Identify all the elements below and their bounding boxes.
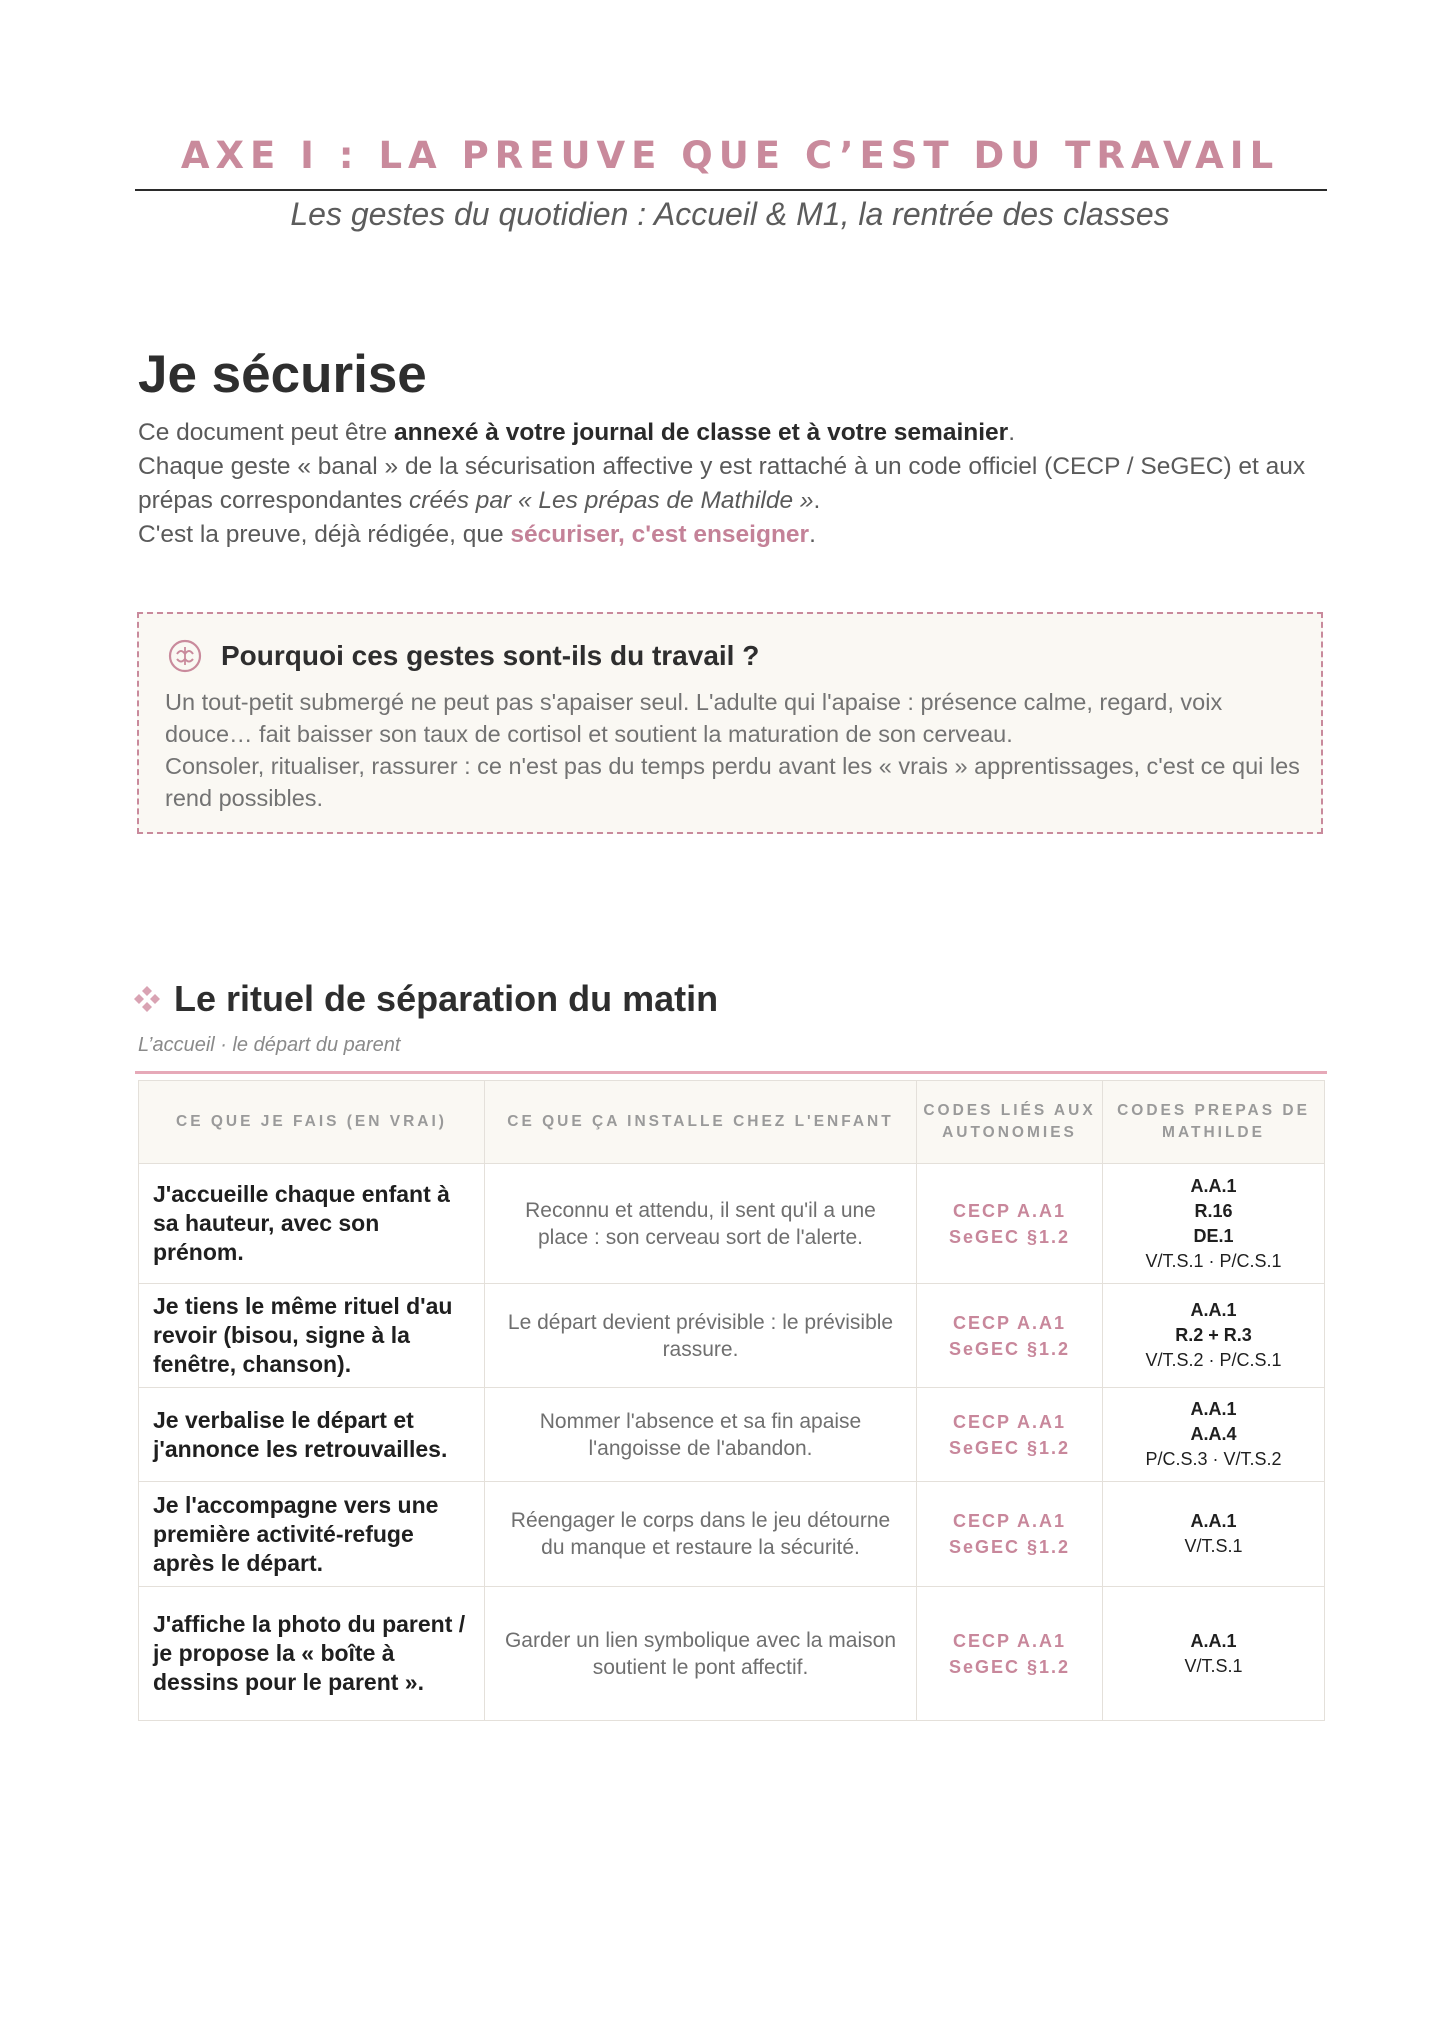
code-cecp: CECP A.A1 (952, 1312, 1067, 1333)
code-segec: SeGEC §1.2 (948, 1437, 1071, 1458)
table-row (139, 1482, 1325, 1587)
action-cell: Je tiens le même rituel d'au revoir (bisou, signe à la fenêtre, chanson). (139, 1284, 485, 1388)
prepas-code: V/T.S.1 (1184, 1536, 1243, 1556)
table-row (139, 1284, 1325, 1388)
action-cell: Je l'accompagne vers une première activité-refuge après le départ. (139, 1482, 485, 1587)
section-header (132, 978, 718, 1020)
code-segec: SeGEC §1.2 (948, 1537, 1071, 1557)
effect-cell: Reconnu et attendu, il sent qu'il a une place : son cerveau sort de l'alerte. (485, 1164, 917, 1284)
autonomy-codes-cell (917, 1164, 1103, 1284)
action-cell: Je verbalise le départ et j'annonce les retrouvailles. (139, 1388, 485, 1482)
prepas-codes-cell (1103, 1284, 1325, 1388)
header-subtitle: Les gestes du quotidien : Accueil & M1, la rentrée des classes (290, 196, 1170, 232)
intro-paragraph-2 (138, 450, 1338, 518)
effect-cell: Le départ devient prévisible : le prévisible rassure. (485, 1284, 917, 1388)
intro-p3-text: C'est la preuve, déjà rédigée, que (138, 521, 511, 548)
autonomy-codes-cell (917, 1587, 1103, 1721)
callout-line-2: Consoler, ritualiser, rassurer : ce n'est pas du temps perdu avant les « vrais » apprentissages, c'est ce qui les rend possibles. (165, 753, 1300, 811)
intro-paragraph-3 (138, 518, 1338, 552)
autonomy-codes-cell (917, 1482, 1103, 1587)
prepas-code: A.A.1 (1190, 1175, 1237, 1196)
autonomy-codes-cell (917, 1388, 1103, 1482)
code-segec: SeGEC §1.2 (948, 1656, 1071, 1677)
code-segec: SeGEC §1.2 (948, 1226, 1071, 1247)
prepas-code: V/T.S.1 (1184, 1655, 1243, 1676)
intro-p3-end: . (809, 521, 816, 548)
intro-p2-text: Chaque geste « banal » de la sécurisation affective y est rattaché à un code officiel (CECP / SeGEC) et aux prépas correspondantes (138, 453, 1306, 514)
page-title: Je sécurise (138, 345, 427, 404)
table-row (139, 1587, 1325, 1721)
section-title: Le rituel de séparation du matin (174, 978, 719, 1019)
action-cell: J'accueille chaque enfant à sa hauteur, avec son prénom. (139, 1164, 485, 1284)
section-divider (135, 1071, 1327, 1074)
prepas-codes-cell (1103, 1482, 1325, 1587)
prepas-code: R.2 + R.3 (1175, 1325, 1252, 1345)
section-subtitle: L’accueil · le départ du parent (138, 1034, 401, 1056)
callout-header (167, 638, 759, 674)
code-cecp: CECP A.A1 (952, 1200, 1067, 1221)
prepas-code: A.A.1 (1190, 1630, 1237, 1651)
intro-paragraph-1 (138, 416, 1338, 450)
prepas-code: R.16 (1194, 1200, 1233, 1221)
code-cecp: CECP A.A1 (952, 1511, 1067, 1531)
effect-cell: Nommer l'absence et sa fin apaise l'angoisse de l'abandon. (485, 1388, 917, 1482)
code-cecp: CECP A.A1 (952, 1411, 1067, 1432)
intro-text (138, 416, 1338, 552)
prepas-codes-cell (1103, 1388, 1325, 1482)
prepas-code: V/T.S.2 · P/C.S.1 (1145, 1350, 1282, 1370)
prepas-code: A.A.4 (1190, 1424, 1237, 1444)
table-header-row (139, 1081, 1325, 1164)
brain-icon (167, 638, 203, 674)
code-segec: SeGEC §1.2 (948, 1338, 1071, 1359)
prepas-code: V/T.S.1 · P/C.S.1 (1145, 1250, 1282, 1271)
prepas-codes-cell (1103, 1164, 1325, 1284)
callout-title: Pourquoi ces gestes sont-ils du travail ? (221, 640, 760, 671)
header-actions: CE QUE JE FAIS (EN VRAI) (139, 1081, 485, 1164)
code-cecp: CECP A.A1 (952, 1630, 1067, 1651)
callout-body (165, 686, 1305, 814)
header-autonomy-codes: CODES LIÉS AUX AUTONOMIES (917, 1081, 1103, 1164)
prepas-code: P/C.S.3 · V/T.S.2 (1145, 1449, 1282, 1469)
effect-cell: Réengager le corps dans le jeu détourne du manque et restaure la sécurité. (485, 1482, 917, 1587)
prepas-code: A.A.1 (1190, 1511, 1237, 1531)
effect-cell: Garder un lien symbolique avec la maison soutient le pont affectif. (485, 1587, 917, 1721)
header-prepas-codes: CODES PREPAS DE MATHILDE (1103, 1081, 1325, 1164)
callout-box (137, 612, 1323, 834)
prepas-codes-cell (1103, 1587, 1325, 1721)
table-row (139, 1388, 1325, 1482)
table-row (139, 1164, 1325, 1284)
autonomy-codes-cell (917, 1284, 1103, 1388)
gestures-table (138, 1080, 1325, 1721)
intro-p3-highlight: sécuriser, c'est enseigner (510, 521, 810, 548)
axe-title: AXE I : LA PREUVE QUE C’EST DU TRAVAIL (180, 134, 1280, 177)
action-cell: J'affiche la photo du parent / je propose la « boîte à dessins pour le parent ». (139, 1587, 485, 1721)
callout-line-1: Un tout-petit submergé ne peut pas s'apaiser seul. L'adulte qui l'apaise : présence calme, regard, voix douce… fait baisser son taux de cortisol et soutient la maturation de son cerveau. (165, 689, 1223, 747)
intro-p2-end: . (813, 487, 821, 514)
prepas-code: A.A.1 (1190, 1300, 1237, 1320)
prepas-code: DE.1 (1193, 1225, 1234, 1246)
intro-p1-end: . (1008, 419, 1016, 446)
diamond-cluster-icon (132, 984, 162, 1014)
intro-p1-text: Ce document peut être (138, 419, 395, 446)
intro-p2-italic: créés par « Les prépas de Mathilde » (409, 487, 814, 514)
header-effects: CE QUE ÇA INSTALLE CHEZ L'ENFANT (485, 1081, 917, 1164)
intro-p1-emphasis: annexé à votre journal de classe et à votre semainier (394, 419, 1009, 446)
header-divider (135, 189, 1327, 191)
prepas-code: A.A.1 (1190, 1399, 1237, 1419)
